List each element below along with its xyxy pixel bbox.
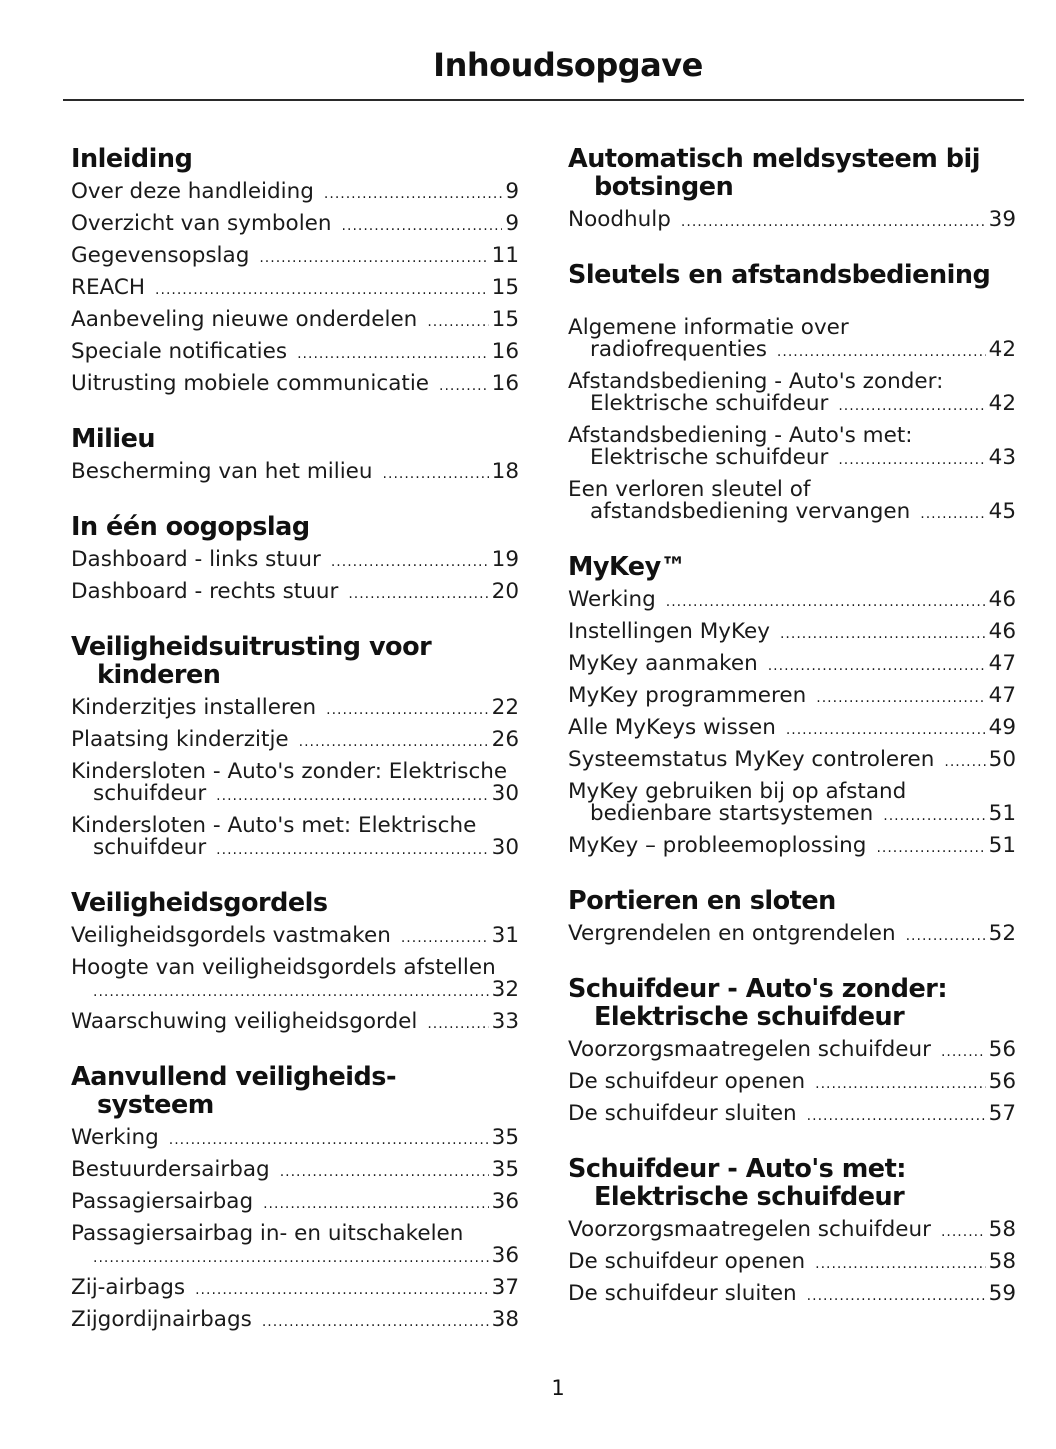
toc-entry[interactable]: Systeemstatus MyKey controleren ..... 50 [568, 745, 1016, 777]
section-heading: In één oogopslag [71, 512, 310, 542]
toc-entry[interactable]: Voorzorgsmaatregelen schuifdeur ..... 56 [568, 1035, 1016, 1067]
toc-entry[interactable]: Noodhulp ..... 39 [568, 205, 1016, 237]
section-heading: Schuifdeur - Auto's met: Elektrische schuifdeur [568, 1154, 906, 1212]
toc-entry[interactable]: De schuifdeur sluiten ..... 57 [568, 1099, 1016, 1131]
toc-section-mykey [568, 553, 1016, 863]
toc-entry[interactable]: Passagiersairbag ..... 36 [71, 1187, 519, 1219]
toc-entry[interactable]: Een verloren sleutel of afstandsbediening vervangen ..... 45 [568, 475, 1016, 529]
toc-entry[interactable]: MyKey gebruiken bij op afstand bedienbare startsystemen ..... 51 [568, 777, 1016, 831]
toc-entry[interactable]: Passagiersairbag in- en uitschakelen ..... 36 [71, 1219, 519, 1273]
toc-entry[interactable]: Instellingen MyKey ..... 46 [568, 617, 1016, 649]
section-heading: MyKey™ [568, 552, 686, 582]
toc-section-aanvullend-veiligheidssysteem [71, 1063, 519, 1337]
toc-section-milieu [71, 425, 519, 489]
toc-entry[interactable]: Bestuurdersairbag ..... 35 [71, 1155, 519, 1187]
toc-entry[interactable]: Vergrendelen en ontgrendelen ..... 52 [568, 919, 1016, 951]
toc-entry[interactable]: Gegevensopslag ..... 11 [71, 241, 519, 273]
page-number: 1 [551, 1376, 565, 1400]
toc-section-schuifdeur-met [568, 1155, 1016, 1311]
section-heading: Sleutels en afstandsbediening [568, 260, 991, 290]
toc-entry[interactable]: Aanbeveling nieuwe onderdelen ..... 15 [71, 305, 519, 337]
toc-entry[interactable]: Uitrusting mobiele communicatie ..... 16 [71, 369, 519, 401]
toc-entry[interactable]: MyKey aanmaken ..... 47 [568, 649, 1016, 681]
section-heading: Aanvullend veiligheids- systeem [71, 1062, 397, 1120]
toc-entry[interactable]: Zij-airbags ..... 37 [71, 1273, 519, 1305]
section-heading: Veiligheidsgordels [71, 888, 328, 918]
toc-entry[interactable]: Dashboard - links stuur ..... 19 [71, 545, 519, 577]
toc-entry[interactable]: Zijgordijnairbags ..... 38 [71, 1305, 519, 1337]
toc-entry[interactable]: Veiligheidsgordels vastmaken ..... 31 [71, 921, 519, 953]
toc-entry[interactable]: Werking ..... 46 [568, 585, 1016, 617]
toc-entry[interactable]: Voorzorgsmaatregelen schuifdeur ..... 58 [568, 1215, 1016, 1247]
toc-entry[interactable]: De schuifdeur openen ..... 56 [568, 1067, 1016, 1099]
toc-entry[interactable]: MyKey – probleemoplossing ..... 51 [568, 831, 1016, 863]
toc-entry[interactable]: Speciale notificaties ..... 16 [71, 337, 519, 369]
toc-entry[interactable]: Hoogte van veiligheidsgordels afstellen ..... 32 [71, 953, 519, 1007]
toc-right-column [568, 145, 1016, 1335]
toc-entry[interactable]: Afstandsbediening - Auto's zonder: Elektrische schuifdeur ..... 42 [568, 367, 1016, 421]
toc-section-veiligheidsuitrusting-kinderen [71, 633, 519, 865]
toc-entry[interactable]: REACH ..... 15 [71, 273, 519, 305]
page-title: Inhoudsopgave [433, 46, 703, 84]
section-heading: Automatisch meldsysteem bij botsingen [568, 144, 980, 202]
toc-entry[interactable]: Bescherming van het milieu ..... 18 [71, 457, 519, 489]
toc-section-inleiding [71, 145, 519, 401]
toc-entry[interactable]: Kindersloten - Auto's zonder: Elektrische schuifdeur ..... 30 [71, 757, 519, 811]
toc-entry[interactable]: Werking ..... 35 [71, 1123, 519, 1155]
section-heading: Schuifdeur - Auto's zonder: Elektrische schuifdeur [568, 974, 948, 1032]
toc-entry[interactable]: Kindersloten - Auto's met: Elektrische schuifdeur ..... 30 [71, 811, 519, 865]
toc-entry[interactable]: Plaatsing kinderzitje ..... 26 [71, 725, 519, 757]
toc-entry[interactable]: De schuifdeur openen ..... 58 [568, 1247, 1016, 1279]
toc-entry[interactable]: Overzicht van symbolen ..... 9 [71, 209, 519, 241]
toc-section-portieren [568, 887, 1016, 951]
toc-entry[interactable]: Waarschuwing veiligheidsgordel ..... 33 [71, 1007, 519, 1039]
toc-entry[interactable]: Algemene informatie over radiofrequenties ..... 42 [568, 313, 1016, 367]
toc-left-column [71, 145, 519, 1361]
section-heading: Portieren en sloten [568, 886, 836, 916]
title-divider [63, 99, 1024, 101]
toc-entry[interactable]: Dashboard - rechts stuur ..... 20 [71, 577, 519, 609]
toc-entry[interactable]: Alle MyKeys wissen ..... 49 [568, 713, 1016, 745]
toc-entry[interactable]: De schuifdeur sluiten ..... 59 [568, 1279, 1016, 1311]
toc-entry[interactable]: Over deze handleiding ..... 9 [71, 177, 519, 209]
section-heading: Veiligheidsuitrusting voor kinderen [71, 632, 432, 690]
toc-section-veiligheidsgordels [71, 889, 519, 1039]
toc-section-sleutels [568, 261, 1016, 529]
toc-section-schuifdeur-zonder [568, 975, 1016, 1131]
toc-entry[interactable]: MyKey programmeren ..... 47 [568, 681, 1016, 713]
toc-section-automatisch-meldsysteem [568, 145, 1016, 237]
toc-entry[interactable]: Afstandsbediening - Auto's met: Elektrische schuifdeur ..... 43 [568, 421, 1016, 475]
toc-section-in-een-oogopslag [71, 513, 519, 609]
toc-entry[interactable]: Kinderzitjes installeren ..... 22 [71, 693, 519, 725]
section-heading: Inleiding [71, 144, 193, 174]
section-heading: Milieu [71, 424, 156, 454]
